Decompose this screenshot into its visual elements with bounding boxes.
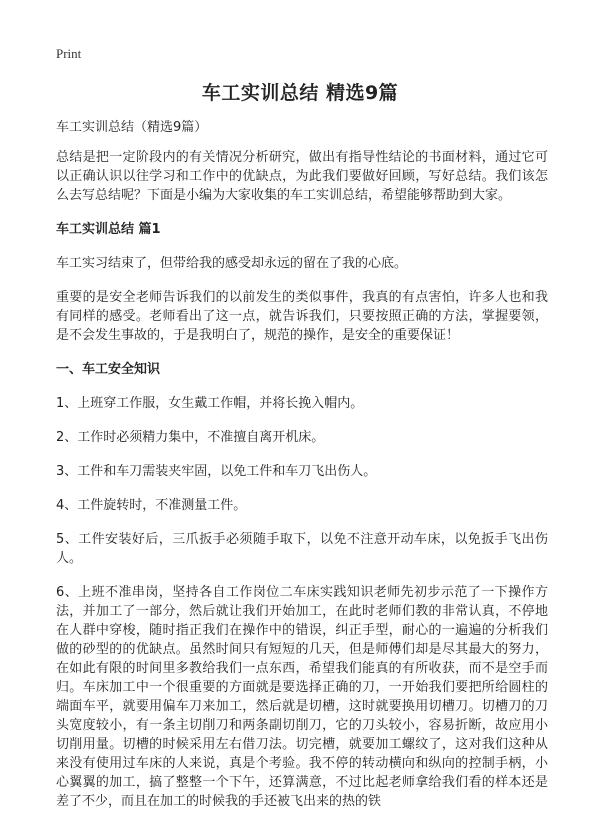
safety-item-4: 4、工件旋转时，不准测量工件。 [56, 498, 247, 513]
article-body [56, 117, 548, 826]
safety-item-1: 1、上班穿工作服，女生戴工作帽，并将长挽入帽内。 [56, 396, 364, 411]
paragraph-ending: 车工实习结束了，但带给我的感受却永远的留在了我的心底。 [56, 256, 408, 271]
safety-item-3: 3、工件和车刀需装夹牢固，以免工件和车刀飞出伤人。 [56, 464, 377, 479]
document-subtitle: 车工实训总结（精选9篇） [56, 120, 208, 135]
summary-paragraph: 总结是把一定阶段内的有关情况分析研究，做出有指导性结论的书面材料，通过它可以正确认识以往学习和工作中的优缺点，为此我们要做好回顾，写好总结。我们该怎么去写总结呢？下面是小编为大家收集的车工实训总结，希望能够帮助到大家。 [56, 150, 548, 203]
safety-item-2: 2、工作时必须精力集中，不准擅自离开机床。 [56, 430, 325, 445]
section-heading-safety: 一、车工安全知识 [56, 362, 161, 377]
safety-item-5: 5、工件安装好后，三爪扳手必须随手取下，以免不注意开动车床，以免扳手飞出伤人。 [56, 532, 548, 566]
print-link[interactable]: Print [56, 46, 82, 61]
safety-item-6: 6、上班不准串岗，坚持各自工作岗位二车床实践知识老师先初步示范了一下操作方法，并加工了一部分，然后就让我们开始加工，在此时老师们教的非常认真，不停地在人群中穿梭，随时指正我们在操作中的错误，纠正手型，耐心的一遍遍的分析我们做的砂型的的优缺点。虽然时间只有短短的几天，但是师傅们却是尽其最大的努力，在如此有限的时间里多教给我们一点东西，希望我们能真的有所收获，而不是空手而归。车床加工中一个很重要的方面就是要选择正确的刀，一开始我们要把所给圆柱的端面车平，就要用偏车刀来加工，然后就是切槽，这时就要换用切槽刀。切槽刀的刀头宽度较小，有一条主切削刀和两条副切削刀，它的刀头较小，容易折断，故应用小切削用量。切槽的时候采用左右借刀法。切完槽，就要加工螺纹了，这对我们这种从来没有使用过车床的人来说，真是个考验。我不停的转动横向和纵向的控制手柄，小心翼翼的加工，搞了整整一个下午，还算满意，不过比起老师拿给我们看的样本还是差了不少，而且在加工的时候我的手还被飞出来的热的铁 [56, 585, 548, 809]
section-heading-part1: 车工实训总结 篇1 [56, 222, 161, 237]
paragraph-safety-importance: 重要的是安全老师告诉我们的以前发生的类似事件，我真的有点害怕，许多人也和我有同样的感受。老师看出了这一点，就告诉我们，只要按照正确的方法，掌握要领，是不会发生事故的，于是我明白了，规范的操作，是安全的重要保证！ [56, 290, 548, 343]
page-title: 车工实训总结 精选9篇 [201, 82, 399, 104]
